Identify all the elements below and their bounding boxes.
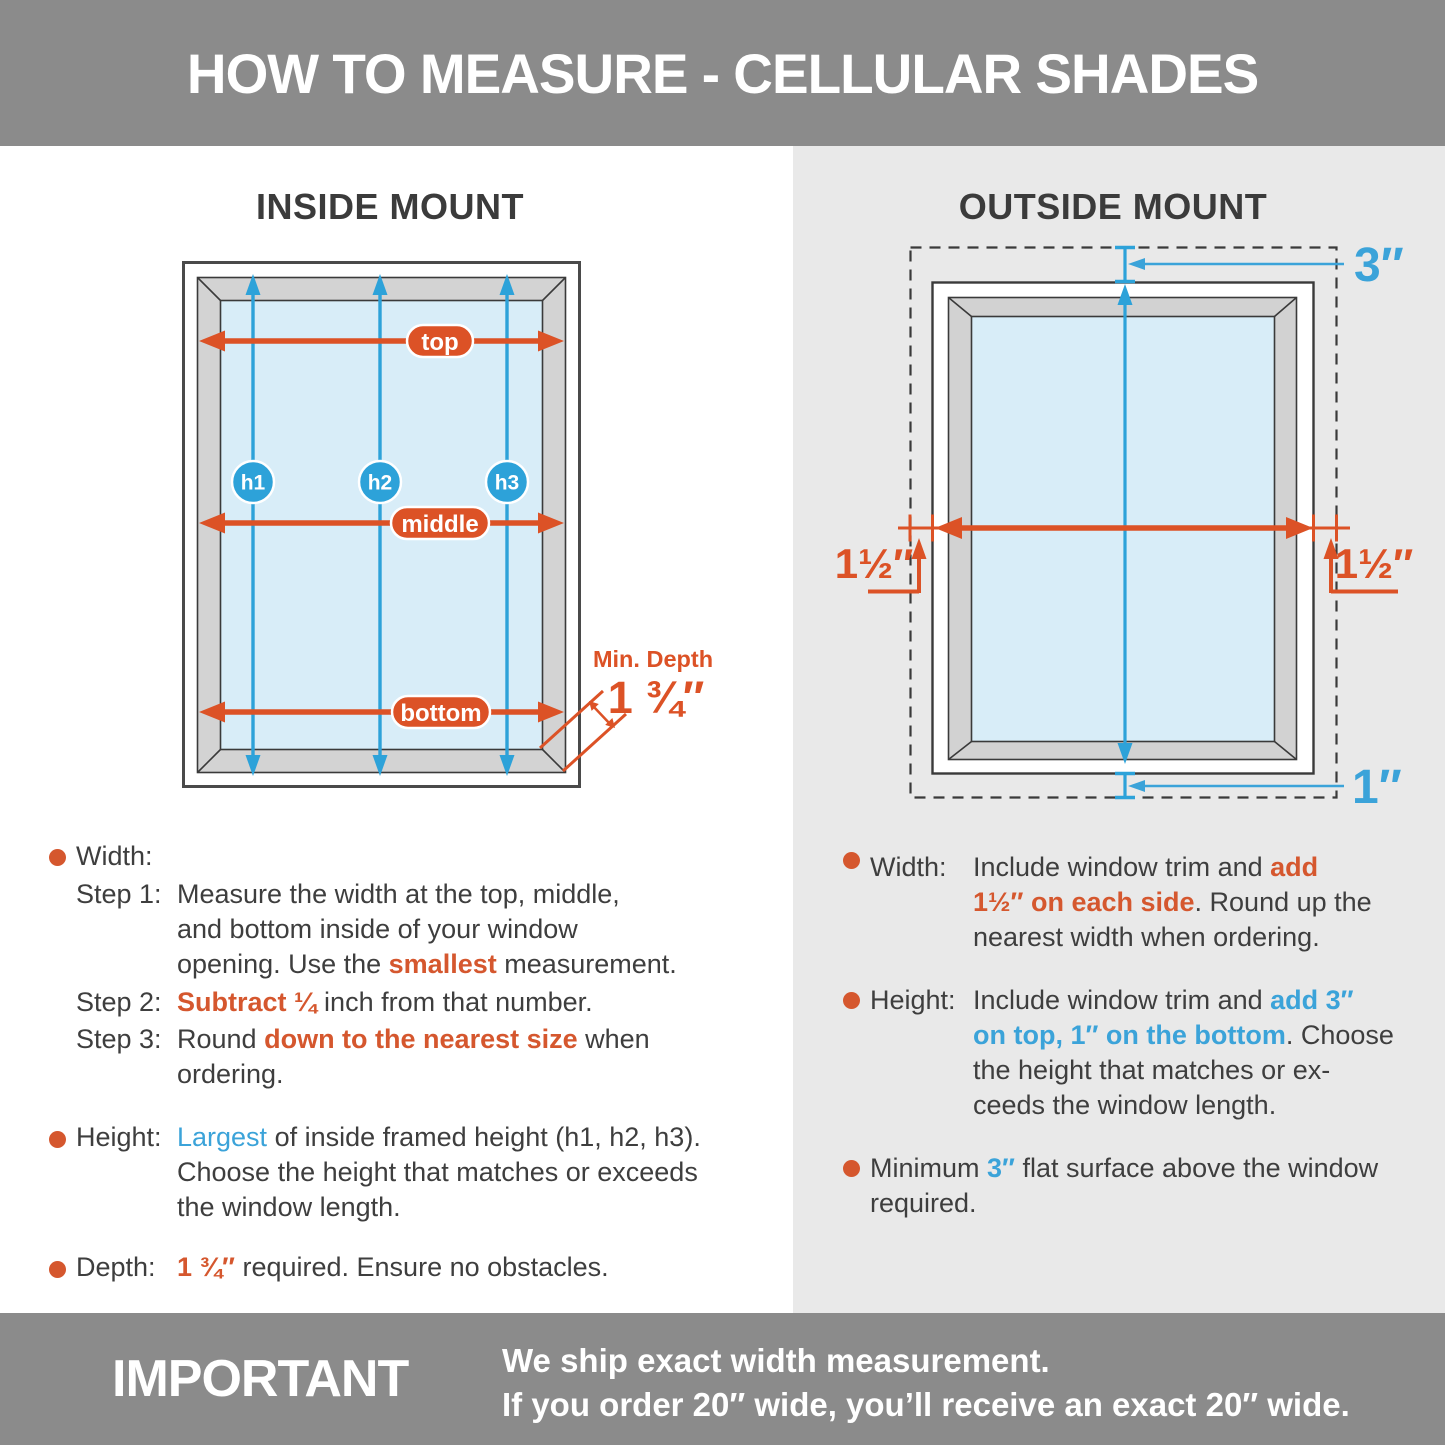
- height-rest: of inside framed height (h1, h2, h3).: [267, 1122, 701, 1152]
- out-width-line2: [973, 885, 1372, 920]
- out-width-line3: nearest width when ordering.: [973, 922, 1320, 952]
- out-height-line1: [973, 983, 1394, 1018]
- step1-line2: and bottom inside of your window: [177, 914, 578, 944]
- minimum-l1-em: 3″: [987, 1153, 1015, 1183]
- minimum-text: [870, 1151, 1378, 1221]
- footer-note-line1: We ship exact width measurement.: [502, 1342, 1050, 1379]
- bottom-arrow-label: bottom: [400, 700, 482, 727]
- depth-em: 1 ¾″: [177, 1252, 235, 1282]
- left-gap-callout: [835, 538, 927, 593]
- out-height-line4: ceeds the window length.: [973, 1090, 1277, 1120]
- width-bullet: [49, 849, 66, 866]
- h3-badge-label: h3: [494, 471, 520, 495]
- top-gap-value: 3″: [1354, 239, 1404, 292]
- step3-label: Step 3:: [76, 1024, 162, 1054]
- height-em: Largest: [177, 1122, 268, 1152]
- left-gap-value: 1½″: [834, 540, 914, 587]
- out-width-l2-em: 1½″ on each side: [973, 887, 1195, 917]
- out-height-text: [973, 983, 1394, 1123]
- step1-line3-post: measurement.: [496, 949, 677, 979]
- out-height-line2: [973, 1018, 1394, 1053]
- bottom-gap-value: 1″: [1352, 761, 1402, 814]
- step1-line3-pre: opening. Use the: [177, 949, 389, 979]
- out-width-l1a: Include window trim and: [973, 852, 1271, 882]
- step3-line2: ordering.: [177, 1059, 284, 1089]
- min-depth-value: 1 ¾″: [607, 672, 705, 723]
- step1-line3-em: smallest: [388, 949, 497, 979]
- step2-text: [177, 985, 593, 1020]
- height-line3: the window length.: [177, 1192, 401, 1222]
- min-depth-label: Min. Depth: [592, 646, 714, 672]
- top-arrow-label: top: [421, 329, 459, 356]
- outside-mount-title: OUTSIDE MOUNT: [958, 186, 1268, 227]
- outside-mount-diagram: [820, 225, 1440, 835]
- out-height-l2b: . Choose: [1285, 1020, 1394, 1050]
- minimum-line2: required.: [870, 1188, 977, 1218]
- depth-rest: required. Ensure no obstacles.: [234, 1252, 609, 1282]
- out-width-text: [973, 850, 1372, 955]
- footer-note-line2: If you order 20″ wide, you’ll receive an exact 20″ wide.: [502, 1386, 1350, 1423]
- h2-badge-label: h2: [367, 471, 393, 495]
- step3-pre: Round: [177, 1024, 265, 1054]
- out-height-l2-em: on top, 1″ on the bottom: [973, 1020, 1286, 1050]
- out-height-l1-em: add 3″: [1270, 985, 1354, 1015]
- inside-mount-title: INSIDE MOUNT: [255, 186, 524, 227]
- depth-heading: Depth:: [76, 1252, 156, 1282]
- depth-bullet: [49, 1261, 66, 1278]
- height-line1: [177, 1120, 701, 1155]
- out-height-bullet: [843, 992, 860, 1009]
- header-bar: [0, 0, 1445, 146]
- minimum-line1: [870, 1151, 1378, 1186]
- depth-text: [177, 1250, 609, 1285]
- out-height-line3: the height that matches or ex-: [973, 1055, 1331, 1085]
- step3-post: when: [577, 1024, 650, 1054]
- h1-badge-label: h1: [240, 471, 266, 495]
- height-bullet: [49, 1131, 66, 1148]
- step2-rest: inch from that number.: [316, 987, 593, 1017]
- right-gap-callout: [1324, 538, 1414, 593]
- height-heading: Height:: [76, 1122, 162, 1152]
- out-height-l1a: Include window trim and: [973, 985, 1271, 1015]
- step3-text: [177, 1022, 650, 1092]
- out-width-bullet: [843, 852, 860, 869]
- right-gap-value: 1½″: [1334, 540, 1414, 587]
- footer-note: [502, 1339, 1350, 1427]
- height-text: [177, 1120, 701, 1225]
- out-width-line1: [973, 850, 1372, 885]
- width-heading: Width:: [76, 841, 153, 871]
- important-label: IMPORTANT: [112, 1350, 409, 1408]
- out-height-heading: Height:: [870, 985, 956, 1015]
- minimum-l1b: flat surface above the window: [1014, 1153, 1379, 1183]
- height-line2: Choose the height that matches or exceeds: [177, 1157, 698, 1187]
- middle-arrow-label: middle: [401, 511, 479, 538]
- inside-mount-diagram: [150, 240, 770, 820]
- step1-label: Step 1:: [76, 879, 162, 909]
- step2-label: Step 2:: [76, 987, 162, 1017]
- out-width-l2b: . Round up the: [1194, 887, 1372, 917]
- out-width-heading: Width:: [870, 852, 947, 882]
- page-title: HOW TO MEASURE - CELLULAR SHADES: [186, 41, 1259, 105]
- step2-em: Subtract ¼: [177, 987, 317, 1017]
- minimum-l1a: Minimum: [870, 1153, 988, 1183]
- step1-text: [177, 877, 677, 982]
- step3-em: down to the nearest size: [264, 1024, 578, 1054]
- step1-line3: [177, 947, 677, 982]
- step1-line1: Measure the width at the top, middle,: [177, 879, 620, 909]
- out-width-l1-em: add: [1270, 852, 1319, 882]
- minimum-bullet: [843, 1160, 860, 1177]
- step3-line1: [177, 1022, 650, 1057]
